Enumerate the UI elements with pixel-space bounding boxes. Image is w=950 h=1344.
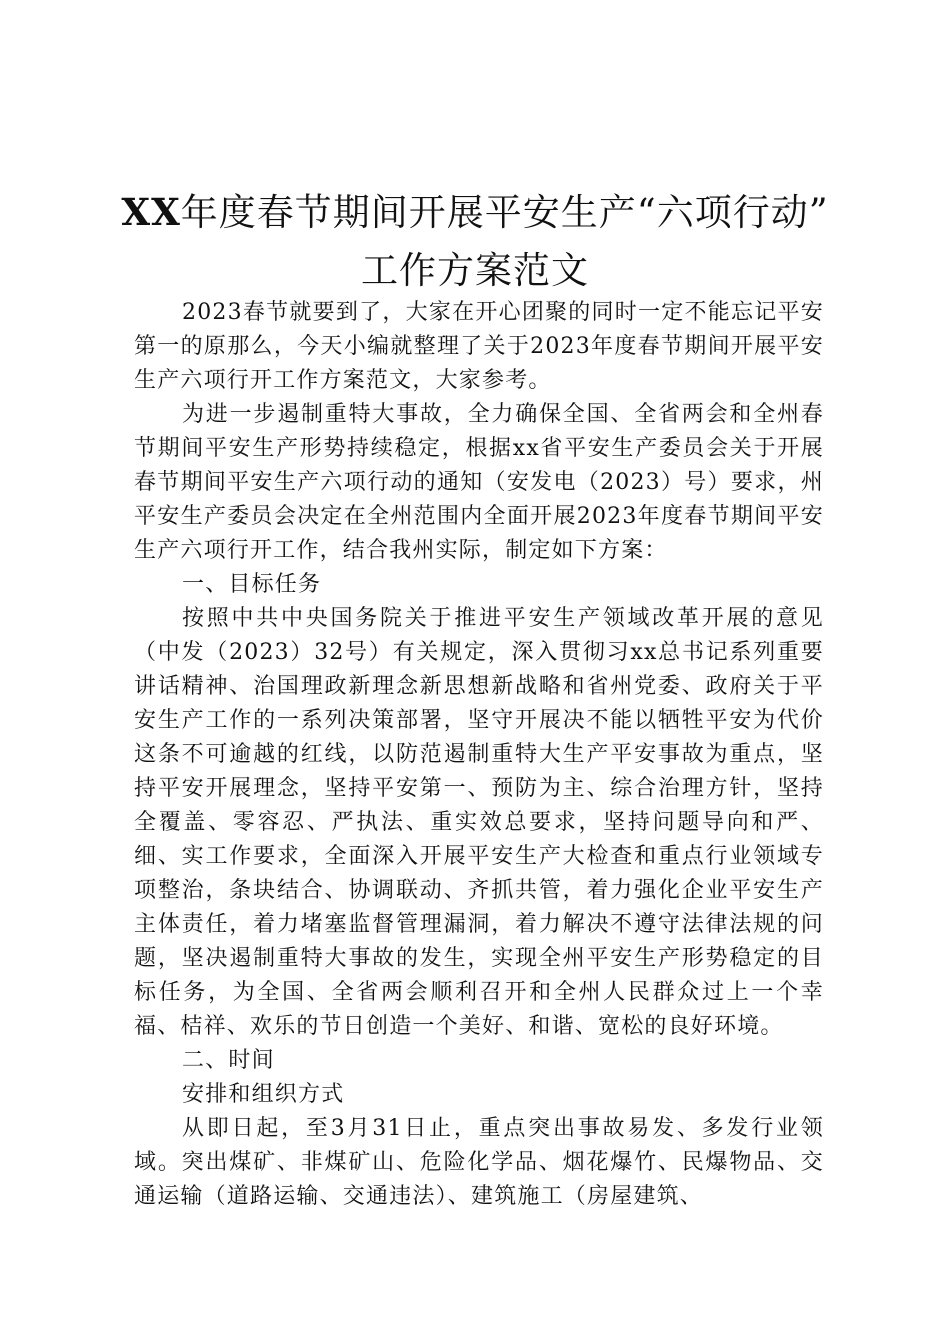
goals-paragraph: 按照中共中央国务院关于推进平安生产领域改革开展的意见（中发（2023）32号）有关规定，深入贯彻习xx总书记系列重要讲话精神、治国理政新理念新思想新战略和省州党委、政府关于平安生产工作的一系列决策部署，坚守开展决不能以牺牲平安为代价这条不可逾越的红线，以防范遏制重特大生产平安事故为重点，坚持平安开展理念，坚持平安第一、预防为主、综合治理方针，坚持全覆盖、零容忍、严执法、重实效总要求，坚持问题导向和严、细、实工作要求，全面深入开展平安生产大检查和重点行业领域专项整治，条块结合、协调联动、齐抓共管，着力强化企业平安生产主体责任，着力堵塞监督管理漏洞，着力解决不遵守法律法规的问题，坚决遏制重特大事故的发生，实现全州平安生产形势稳定的目标任务，为全国、全省两会顺利召开和全州人民群众过上一个幸福、桔祥、欢乐的节日创造一个美好、和谐、宽松的良好环境。 (134, 606, 824, 1039)
purpose-paragraph: 为进一步遏制重特大事故，全力确保全国、全省两会和全州春节期间平安生产形势持续稳定，根据xx省平安生产委员会关于开展春节期间平安生产六项行动的通知（安发电（2023）号）要求，州平安生产委员会决定在全州范围内全面开展2023年度春节期间平安生产六项行开工作，结合我州实际，制定如下方案： (134, 402, 824, 563)
schedule-paragraph: 从即日起，至3月31日止，重点突出事故易发、多发行业领域。突出煤矿、非煤矿山、危险化学品、烟花爆竹、民爆物品、交通运输（道路运输、交通违法）、建筑施工（房屋建筑、 (134, 1116, 824, 1209)
section-heading-time: 二、时间 (182, 1048, 275, 1073)
title-line-1-text: 年度春节期间开展平安生产“六项行动” (180, 191, 829, 234)
document-title-line-1 (100, 182, 850, 236)
title-prefix: XX (121, 190, 181, 234)
subheading-arrangement: 安排和组织方式 (182, 1082, 345, 1107)
section-heading-goals: 一、目标任务 (182, 572, 322, 597)
document-title-line-2: 工作方案范文 (361, 249, 589, 292)
document-body (134, 296, 824, 1214)
intro-paragraph: 2023春节就要到了，大家在开心团聚的同时一定不能忘记平安第一的原那么，今天小编就整理了关于2023年度春节期间开展平安生产六项行开工作方案范文，大家参考。 (134, 300, 824, 393)
